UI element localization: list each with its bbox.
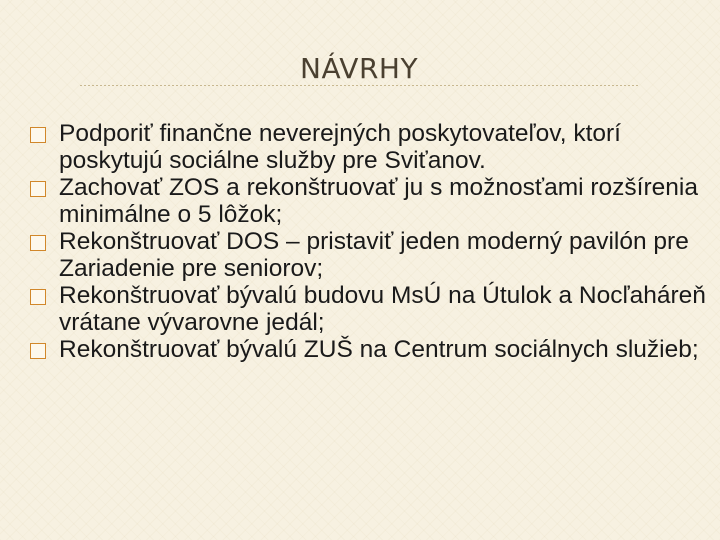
square-bullet-icon [30, 127, 46, 143]
bullet-item [30, 336, 710, 363]
title-area [0, 48, 720, 96]
bullet-text: Rekonštruovať bývalú ZUŠ na Centrum sociálnych služieb; [59, 336, 699, 363]
square-bullet-icon [30, 289, 46, 305]
square-bullet-icon [30, 181, 46, 197]
bullet-list [30, 120, 710, 363]
square-bullet-icon [30, 235, 46, 251]
square-bullet-icon [30, 343, 46, 359]
title-divider [80, 85, 640, 86]
slide-title: NÁVRHY [300, 52, 419, 85]
bullet-text: Rekonštruovať DOS – pristaviť jeden moderný pavilón pre Zariadenie pre seniorov; [59, 228, 689, 282]
bullet-text: Zachovať ZOS a rekonštruovať ju s možnosťami rozšírenia minimálne o 5 lôžok; [59, 174, 698, 228]
bullet-text: Podporiť finančne neverejných poskytovateľov, ktorí poskytujú sociálne služby pre Sviťanov. [59, 120, 621, 174]
bullet-text: Rekonštruovať bývalú budovu MsÚ na Útulok a Nocľaháreň vrátane vývarovne jedál; [59, 282, 706, 336]
bullet-item [30, 282, 710, 336]
content-area [30, 120, 710, 363]
bullet-item [30, 228, 710, 282]
bullet-item [30, 174, 710, 228]
bullet-item [30, 120, 710, 174]
